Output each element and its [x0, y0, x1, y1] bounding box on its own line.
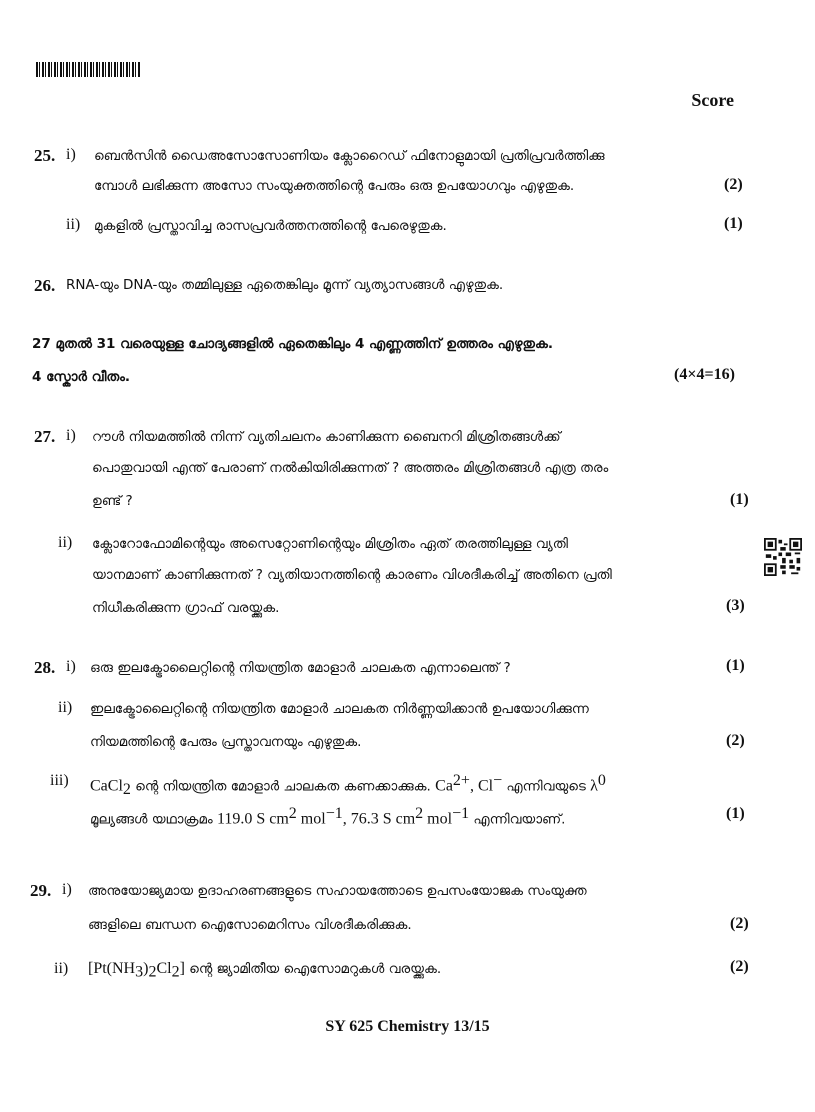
q27-i-line1: റൗൾ നിയമത്തിൽ നിന്ന് വ്യതിചലനം കാണിക്കുന്ന ബൈനറി മിശ്രിതങ്ങൾക്ക് [92, 429, 561, 445]
q28-number: 28. [34, 658, 56, 677]
q28-i-text: ഒരു ഇലക്ട്രോലൈറ്റിന്റെ നിയന്ത്രിത മോളാർ ചാലകത എന്നാലെന്ത് ? [90, 660, 511, 676]
q27-ii-label: ii) [58, 534, 73, 551]
q25-i-label: i) [66, 146, 76, 163]
q26-number: 26. [34, 276, 56, 295]
q29-number: 29. [30, 881, 52, 900]
value-ca: 119.0 S cm [216, 810, 289, 828]
page-footer: SY 625 Chemistry 13/15 [325, 1018, 490, 1035]
qr-code-icon [764, 538, 802, 576]
q27-i-line3: ഉണ്ട് ? [92, 493, 133, 509]
q28-iii-marks: (1) [726, 805, 745, 822]
q25-ii-label: ii) [66, 216, 81, 233]
q27-ii-marks: (3) [726, 597, 745, 614]
q28-i-label: i) [66, 658, 76, 675]
q28-ii-line2: നിയമത്തിന്റെ പേരും പ്രസ്താവനയും എഴുതുക. [90, 734, 362, 750]
q25-number: 25. [34, 146, 56, 165]
q25-ii-text: മുകളിൽ പ്രസ്താവിച്ച രാസപ്രവർത്തനത്തിന്റെ പേരെഴുതുക. [94, 218, 447, 234]
q25-i-line2: മ്പോൾ ലഭിക്കുന്ന അസോ സംയുക്തത്തിന്റെ പേരും ഒരു ഉപയോഗവും എഴുതുക. [94, 178, 575, 194]
section-score-each: 4 സ്കോർ വീതം. [32, 369, 131, 385]
q28-iii-label: iii) [50, 772, 69, 789]
q27-i-label: i) [66, 427, 76, 444]
q27-ii-line2: യാനമാണ് കാണിക്കുന്നത് ? വ്യതിയാനത്തിന്റെ കാരണം വിശദീകരിച്ച് അതിനെ പ്രതി [92, 567, 612, 583]
q29-i-line2: ങ്ങളിലെ ബന്ധന ഐസോമെറിസം വിശദീകരിക്കുക. [88, 917, 412, 933]
pt-complex-formula: [Pt(NH [88, 960, 136, 977]
q29-ii-label: ii) [54, 960, 69, 977]
section-marks: (4×4=16) [674, 366, 735, 383]
section-instruction: 27 മുതൽ 31 വരെയുള്ള ചോദ്യങ്ങളിൽ ഏതെങ്കിലും 4 എണ്ണത്തിന് ഉത്തരം എഴുതുക. [32, 336, 553, 352]
calcium-ion: Ca [435, 777, 453, 795]
q27-number: 27. [34, 427, 56, 446]
q27-i-line2: പൊതുവായി എന്ത് പേരാണ് നൽകിയിരിക്കുന്നത് ? അത്തരം മിശ്രിതങ്ങൾ എത്ര തരം [92, 460, 609, 476]
cacl2-formula: CaCl [90, 777, 123, 795]
q28-iii-line2: മൂല്യങ്ങൾ യഥാക്രമം 119.0 S $cm^2$ mol$^{-1}$, 76.3 S $cm^2$ mol$^{-1}$ എന്നിവയാണ്. [90, 805, 566, 828]
q25-i-marks: (2) [724, 176, 743, 193]
q29-ii-text: $[Pt(NH_3)_2Cl_2]$ ന്റെ ജ്യാമിതീയ ഐസോമറുകൾ വരയ്ക്കുക. [88, 960, 442, 981]
q28-ii-marks: (2) [726, 732, 745, 749]
q29-i-marks: (2) [730, 915, 749, 932]
q27-ii-line3: നിധീകരിക്കുന്ന ഗ്രാഫ് വരയ്ക്കുക. [92, 600, 280, 616]
q25-ii-marks: (1) [724, 215, 743, 232]
barcode [36, 62, 141, 77]
q28-i-marks: (1) [726, 657, 745, 674]
score-heading: Score [691, 90, 734, 110]
q28-ii-label: ii) [58, 699, 73, 716]
chloride-ion: Cl [477, 777, 494, 795]
lambda-symbol: λ [590, 777, 598, 795]
q29-i-label: i) [62, 881, 72, 898]
q27-i-marks: (1) [730, 491, 749, 508]
q26-text: RNA-യും DNA-യും തമ്മിലുള്ള ഏതെങ്കിലും മൂന്ന് വ്യത്യാസങ്ങൾ എഴുതുക. [66, 277, 504, 293]
value-cl: , 76.3 S cm [342, 810, 416, 828]
q29-ii-marks: (2) [730, 958, 749, 975]
q28-ii-line1: ഇലക്ട്രോലൈറ്റിന്റെ നിയന്ത്രിത മോളാർ ചാലകത നിർണ്ണയിക്കാൻ ഉപയോഗിക്കുന്ന [90, 701, 589, 717]
q28-iii-line1: CaCl$_2$ ന്റെ നിയന്ത്രിത മോളാർ ചാലകത കണക്കാക്കുക. $Ca^{2+}$, Cl− എന്നിവയുടെ $\lambda^0$ [90, 772, 606, 799]
q27-ii-line1: ക്ലോറോഫോമിന്റെയും അസെറ്റോണിന്റെയും മിശ്രിതം ഏത് തരത്തിലുള്ള വ്യതി [92, 536, 568, 552]
q25-i-line1: ബെൻസിൻ ഡൈഅസോസോണിയം ക്ലോറൈഡ് ഫിനോളുമായി പ്രതിപ്രവർത്തിക്കു [94, 148, 605, 164]
q29-i-line1: അനുയോജ്യമായ ഉദാഹരണങ്ങളുടെ സഹായത്തോടെ ഉപസംയോജക സംയുക്ത [88, 883, 587, 899]
